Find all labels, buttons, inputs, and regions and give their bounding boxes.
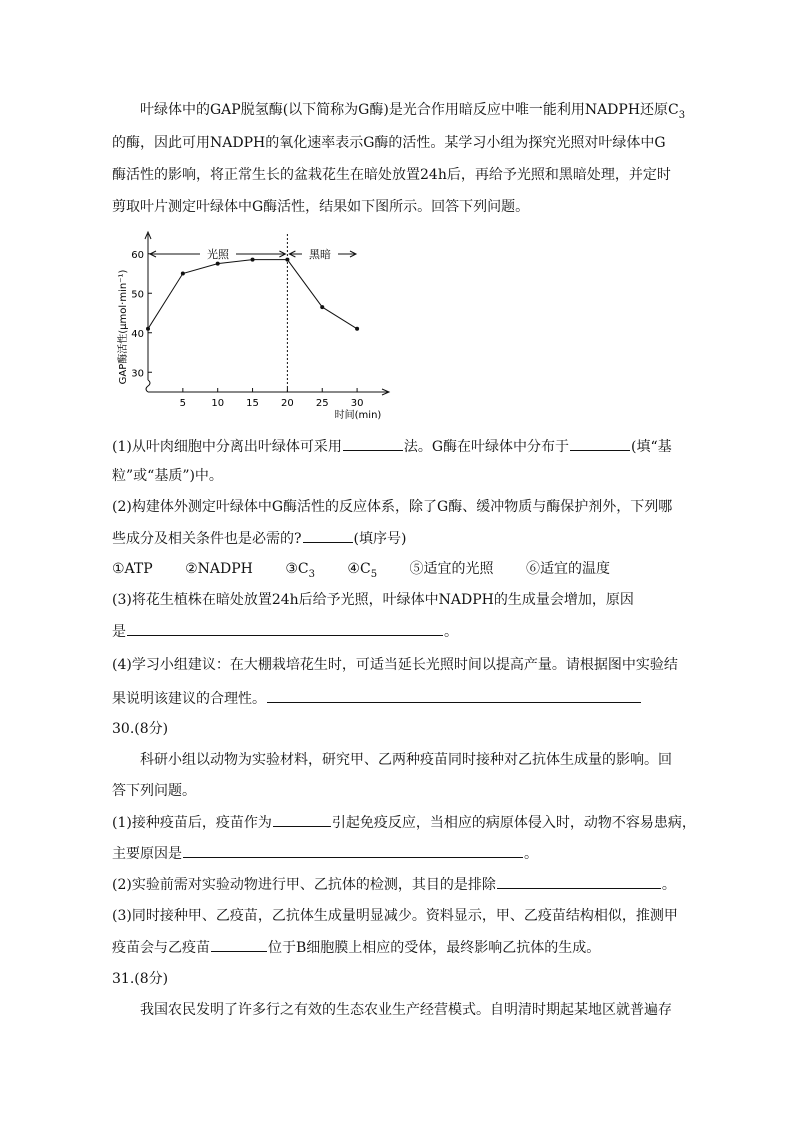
option-4 xyxy=(347,559,377,585)
s30-q1-blank-2[interactable] xyxy=(183,843,523,858)
light-label: 光照 xyxy=(207,248,229,261)
option-6: ⑥适宜的温度 xyxy=(525,561,610,577)
s31-intro-1: 我国农民发明了许多行之有效的生态农业生产经营模式。自明清时期起某地区就普遍存 xyxy=(140,1002,672,1018)
s30-q1-text-b: 引起免疫反应，当相应的病原体侵入时，动物不容易患病， xyxy=(331,815,696,831)
q4-text-b: 果说明该建议的合理性。 xyxy=(112,691,266,707)
q2-line-1: (2)构建体外测定叶绿体中G酶活性的反应体系，除了G酶、缓冲物质与酶保护剂外，下列哪 xyxy=(112,499,673,515)
s30-q3-blank[interactable] xyxy=(211,937,267,952)
x-tick-label: 5 xyxy=(179,398,187,409)
option-3-sub: 3 xyxy=(308,568,315,580)
q3-line-2 xyxy=(112,621,682,642)
q3-text-c: 。 xyxy=(444,624,458,640)
q4-blank[interactable] xyxy=(267,688,641,703)
s30-q1-text-d: 。 xyxy=(524,846,538,862)
dark-label: 黑暗 xyxy=(309,248,331,261)
q1-blank-location[interactable] xyxy=(570,436,630,451)
s30-q1-text-c: 主要原因是 xyxy=(112,846,182,862)
y-tick-label: 60 xyxy=(131,249,144,261)
q4-line-1: (4)学习小组建议：在大棚栽培花生时，可适当延长光照时间以提高产量。请根据图中实验结 xyxy=(112,657,678,673)
activity-series-line xyxy=(148,260,357,329)
q1-line-2: 粒”或“基质”)中。 xyxy=(112,468,223,484)
q1-text-b: 法。G酶在叶绿体中分布于 xyxy=(403,439,570,455)
intro-line-4: 剪取叶片测定叶绿体中G酶活性，结果如下图所示。回答下列问题。 xyxy=(112,199,530,215)
y-tick-label: 50 xyxy=(131,289,144,301)
q3-line-1: (3)将花生植株在暗处放置24h后给予光照，叶绿体中NADPH的生成量会增加，原因 xyxy=(112,592,634,608)
data-point xyxy=(216,262,220,266)
intro-subscript: 3 xyxy=(678,109,686,121)
y-axis-break xyxy=(146,380,150,392)
option-2: ②NADPH xyxy=(185,561,253,577)
option-1: ①ATP xyxy=(112,561,153,577)
data-point xyxy=(251,258,255,262)
q2-line-2 xyxy=(112,528,682,549)
q2-options xyxy=(112,559,682,585)
s30-q3-text-c: 位于B细胞膜上相应的受体，最终影响乙抗体的生成。 xyxy=(268,940,601,956)
option-5: ⑤适宜的光照 xyxy=(409,561,494,577)
chart-axes xyxy=(145,232,389,395)
y-tick-label: 40 xyxy=(131,328,144,340)
q4-line-2 xyxy=(112,688,682,709)
intro-line-2: 的酶，因此可用NADPH的氧化速率表示G酶的活性。某学习小组为探究光照对叶绿体中G xyxy=(112,135,666,151)
q1-text-c: (填“基 xyxy=(631,439,672,455)
s30-q1-blank-1[interactable] xyxy=(273,812,331,827)
option-3 xyxy=(285,559,315,585)
s30-q3-text-b: 疫苗会与乙疫苗 xyxy=(112,940,210,956)
s30-intro-2: 答下列问题。 xyxy=(112,783,196,799)
s30-intro-1: 科研小组以动物为实验材料，研究甲、乙两种疫苗同时接种对乙抗体生成量的影响。回 xyxy=(140,752,672,768)
x-tick-label: 20 xyxy=(281,398,294,409)
s30-q3-line-1: (3)同时接种甲、乙疫苗，乙抗体生成量明显减少。资料显示，甲、乙疫苗结构相似，推测甲 xyxy=(112,908,678,924)
option-4-text: ④C xyxy=(347,561,371,577)
x-axis-label: 时间(min) xyxy=(334,410,382,421)
q2-blank[interactable] xyxy=(303,528,353,543)
section-31-header: 31.(8分) xyxy=(112,971,169,987)
data-point xyxy=(285,258,289,262)
q1-blank-method[interactable] xyxy=(343,436,403,451)
q1-line-1 xyxy=(112,436,682,457)
q2-text-b: 些成分及相关条件也是必需的? xyxy=(112,531,302,547)
s30-q1-line-2 xyxy=(112,843,682,864)
q1-text-a: (1)从叶肉细胞中分离出叶绿体可采用 xyxy=(112,439,342,455)
x-tick-label: 10 xyxy=(211,398,225,409)
intro-line-3: 酶活性的影响，将正常生长的盆栽花生在暗处放置24h后，再给予光照和黑暗处理，并定时 xyxy=(112,167,671,183)
q3-blank[interactable] xyxy=(127,621,443,636)
s30-q3-line-2 xyxy=(112,937,682,958)
data-point xyxy=(355,327,359,331)
data-point xyxy=(146,327,150,331)
y-tick-label: 30 xyxy=(131,368,144,380)
gap-enzyme-activity-chart xyxy=(112,222,402,428)
s30-q2-blank[interactable] xyxy=(497,874,661,889)
x-tick-label: 15 xyxy=(246,398,259,409)
q2-text-c: (填序号) xyxy=(353,531,407,547)
option-3-text: ③C xyxy=(285,561,309,577)
option-4-sub: 5 xyxy=(370,568,378,580)
data-point xyxy=(320,305,324,309)
x-tick-label: 30 xyxy=(350,398,364,409)
x-tick-label: 25 xyxy=(315,398,329,409)
s30-q2-text-b: 。 xyxy=(661,877,676,893)
q3-text-b: 是 xyxy=(112,624,126,640)
y-axis-label: GAP酶活性(μmol·min⁻¹) xyxy=(118,269,129,385)
intro-line-1 xyxy=(140,100,710,126)
section-30-header: 30.(8分) xyxy=(112,721,169,737)
s30-q2-line xyxy=(112,874,682,895)
data-point xyxy=(181,272,185,276)
chart-ticks xyxy=(131,250,363,409)
intro-text-1: 叶绿体中的GAP脱氢酶(以下简称为G酶)是光合作用暗反应中唯一能利用NADPH还原C xyxy=(140,102,679,118)
s30-q1-text-a: (1)接种疫苗后，疫苗作为 xyxy=(112,815,272,831)
s30-q1-line-1 xyxy=(112,812,696,833)
s30-q2-text-a: (2)实验前需对实验动物进行甲、乙抗体的检测，其目的是排除 xyxy=(112,877,496,893)
